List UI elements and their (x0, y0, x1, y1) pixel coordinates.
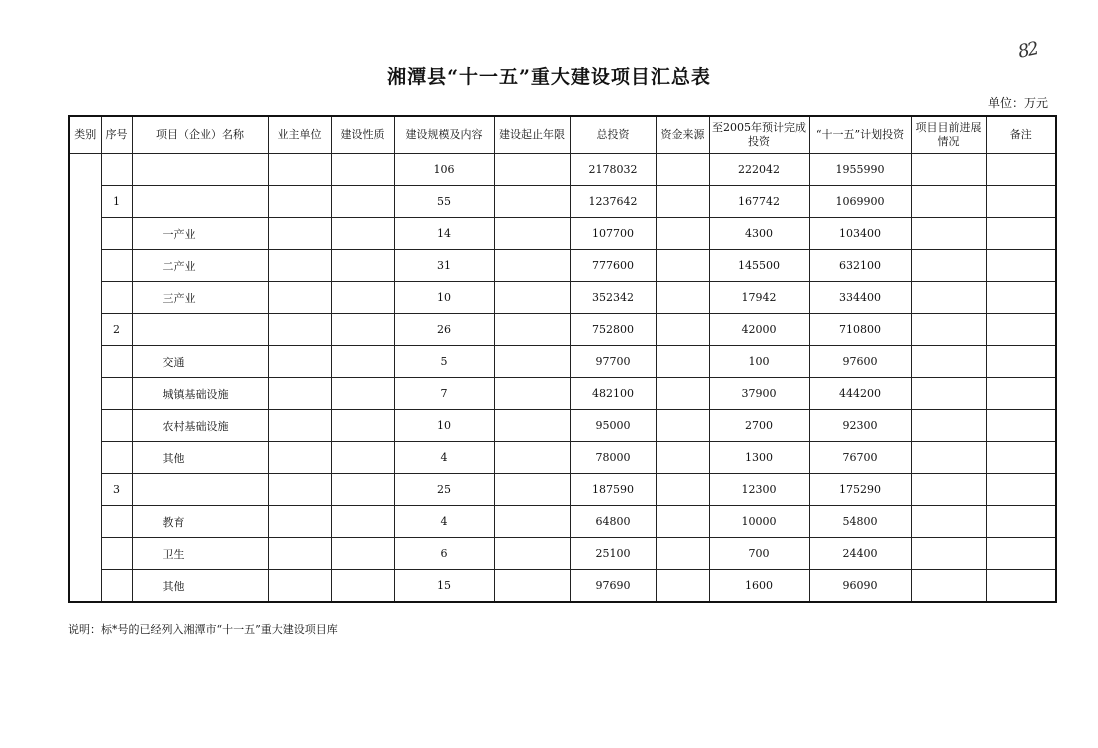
header-owner: 业主单位 (268, 116, 331, 154)
remarks-cell (986, 410, 1056, 442)
owner-cell (268, 154, 331, 186)
seq-cell (101, 506, 132, 538)
period-cell (494, 314, 570, 346)
header-planned-investment: “十一五”计划投资 (809, 116, 911, 154)
project-name-cell: 其他 (132, 570, 268, 603)
total-investment-cell: 107700 (570, 218, 656, 250)
investment-to-2005-cell: 145500 (709, 250, 809, 282)
progress-cell (911, 474, 986, 506)
fund-source-cell (656, 154, 709, 186)
scale-cell: 25 (394, 474, 494, 506)
scale-cell: 31 (394, 250, 494, 282)
seq-cell (101, 250, 132, 282)
project-name-cell: 城镇基础设施 (132, 378, 268, 410)
nature-cell (331, 346, 394, 378)
period-cell (494, 474, 570, 506)
nature-cell (331, 474, 394, 506)
fund-source-cell (656, 378, 709, 410)
fund-source-cell (656, 346, 709, 378)
planned-investment-cell: 24400 (809, 538, 911, 570)
header-fund-source: 资金来源 (656, 116, 709, 154)
nature-cell (331, 282, 394, 314)
fund-source-cell (656, 442, 709, 474)
owner-cell (268, 570, 331, 603)
table-row (69, 538, 1056, 570)
owner-cell (268, 410, 331, 442)
remarks-cell (986, 538, 1056, 570)
scale-cell: 7 (394, 378, 494, 410)
table-row (69, 506, 1056, 538)
period-cell (494, 506, 570, 538)
total-investment-cell: 25100 (570, 538, 656, 570)
investment-to-2005-cell: 37900 (709, 378, 809, 410)
seq-cell (101, 442, 132, 474)
period-cell (494, 442, 570, 474)
fund-source-cell (656, 410, 709, 442)
nature-cell (331, 442, 394, 474)
table-row (69, 282, 1056, 314)
progress-cell (911, 570, 986, 603)
nature-cell (331, 154, 394, 186)
investment-to-2005-cell: 1600 (709, 570, 809, 603)
remarks-cell (986, 378, 1056, 410)
period-cell (494, 282, 570, 314)
progress-cell (911, 218, 986, 250)
table-header-row (69, 116, 1056, 154)
total-investment-cell: 78000 (570, 442, 656, 474)
remarks-cell (986, 186, 1056, 218)
owner-cell (268, 506, 331, 538)
period-cell (494, 538, 570, 570)
total-investment-cell: 97690 (570, 570, 656, 603)
fund-source-cell (656, 506, 709, 538)
owner-cell (268, 186, 331, 218)
investment-to-2005-cell: 222042 (709, 154, 809, 186)
planned-investment-cell: 103400 (809, 218, 911, 250)
investment-to-2005-cell: 17942 (709, 282, 809, 314)
table-row (69, 250, 1056, 282)
total-investment-cell: 97700 (570, 346, 656, 378)
investment-to-2005-cell: 100 (709, 346, 809, 378)
unit-label: 单位：万元 (988, 96, 1049, 110)
seq-cell (101, 378, 132, 410)
table-row (69, 474, 1056, 506)
nature-cell (331, 506, 394, 538)
remarks-cell (986, 506, 1056, 538)
total-investment-cell: 1237642 (570, 186, 656, 218)
fund-source-cell (656, 282, 709, 314)
header-project-name: 项目（企业）名称 (132, 116, 268, 154)
seq-cell (101, 154, 132, 186)
remarks-cell (986, 218, 1056, 250)
progress-cell (911, 250, 986, 282)
scale-cell: 26 (394, 314, 494, 346)
fund-source-cell (656, 570, 709, 603)
seq-cell (101, 570, 132, 603)
project-name-cell: 一产业 (132, 218, 268, 250)
owner-cell (268, 474, 331, 506)
seq-cell: 1 (101, 186, 132, 218)
period-cell (494, 378, 570, 410)
fund-source-cell (656, 314, 709, 346)
fund-source-cell (656, 218, 709, 250)
remarks-cell (986, 154, 1056, 186)
owner-cell (268, 538, 331, 570)
progress-cell (911, 410, 986, 442)
investment-to-2005-cell: 10000 (709, 506, 809, 538)
seq-cell (101, 218, 132, 250)
progress-cell (911, 378, 986, 410)
scale-cell: 5 (394, 346, 494, 378)
seq-cell: 2 (101, 314, 132, 346)
investment-to-2005-cell: 42000 (709, 314, 809, 346)
nature-cell (331, 538, 394, 570)
seq-cell (101, 538, 132, 570)
project-name-cell: 卫生 (132, 538, 268, 570)
progress-cell (911, 506, 986, 538)
owner-cell (268, 346, 331, 378)
footnote: 说明：标*号的已经列入湘潭市“十一五”重大建设项目库 (68, 623, 338, 636)
progress-cell (911, 346, 986, 378)
planned-investment-cell: 1955990 (809, 154, 911, 186)
fund-source-cell (656, 474, 709, 506)
progress-cell (911, 442, 986, 474)
scale-cell: 14 (394, 218, 494, 250)
header-category: 类别 (69, 116, 101, 154)
scale-cell: 55 (394, 186, 494, 218)
planned-investment-cell: 96090 (809, 570, 911, 603)
owner-cell (268, 218, 331, 250)
progress-cell (911, 282, 986, 314)
planned-investment-cell: 710800 (809, 314, 911, 346)
period-cell (494, 346, 570, 378)
planned-investment-cell: 92300 (809, 410, 911, 442)
project-name-cell: 教育 (132, 506, 268, 538)
project-name-cell: 二产业 (132, 250, 268, 282)
nature-cell (331, 570, 394, 603)
progress-cell (911, 314, 986, 346)
investment-to-2005-cell: 700 (709, 538, 809, 570)
scale-cell: 10 (394, 410, 494, 442)
period-cell (494, 186, 570, 218)
investment-to-2005-cell: 167742 (709, 186, 809, 218)
scale-cell: 10 (394, 282, 494, 314)
scale-cell: 106 (394, 154, 494, 186)
header-investment-to-2005: 至2005年预计完成投资 (709, 116, 809, 154)
investment-to-2005-cell: 2700 (709, 410, 809, 442)
header-seq: 序号 (101, 116, 132, 154)
seq-cell (101, 410, 132, 442)
table-row (69, 378, 1056, 410)
planned-investment-cell: 444200 (809, 378, 911, 410)
category-cell (69, 154, 101, 603)
period-cell (494, 250, 570, 282)
progress-cell (911, 186, 986, 218)
seq-cell (101, 282, 132, 314)
project-name-cell: 交通 (132, 346, 268, 378)
progress-cell (911, 154, 986, 186)
seq-cell (101, 346, 132, 378)
total-investment-cell: 64800 (570, 506, 656, 538)
header-total-investment: 总投资 (570, 116, 656, 154)
project-name-cell (132, 474, 268, 506)
owner-cell (268, 378, 331, 410)
nature-cell (331, 314, 394, 346)
total-investment-cell: 352342 (570, 282, 656, 314)
table-row (69, 314, 1056, 346)
header-remarks: 备注 (986, 116, 1056, 154)
project-name-cell (132, 186, 268, 218)
total-investment-cell: 2178032 (570, 154, 656, 186)
scale-cell: 4 (394, 506, 494, 538)
handwritten-page-number: 82 (1016, 38, 1039, 63)
table-row (69, 218, 1056, 250)
remarks-cell (986, 250, 1056, 282)
nature-cell (331, 378, 394, 410)
table-row (69, 154, 1056, 186)
period-cell (494, 154, 570, 186)
planned-investment-cell: 54800 (809, 506, 911, 538)
owner-cell (268, 282, 331, 314)
planned-investment-cell: 76700 (809, 442, 911, 474)
total-investment-cell: 752800 (570, 314, 656, 346)
investment-to-2005-cell: 4300 (709, 218, 809, 250)
fund-source-cell (656, 250, 709, 282)
header-progress: 项目目前进展情况 (911, 116, 986, 154)
owner-cell (268, 314, 331, 346)
owner-cell (268, 442, 331, 474)
table-row (69, 570, 1056, 603)
remarks-cell (986, 474, 1056, 506)
total-investment-cell: 777600 (570, 250, 656, 282)
owner-cell (268, 250, 331, 282)
nature-cell (331, 410, 394, 442)
project-name-cell (132, 154, 268, 186)
table-row (69, 186, 1056, 218)
header-period: 建设起止年限 (494, 116, 570, 154)
scale-cell: 4 (394, 442, 494, 474)
project-name-cell (132, 314, 268, 346)
planned-investment-cell: 1069900 (809, 186, 911, 218)
planned-investment-cell: 632100 (809, 250, 911, 282)
nature-cell (331, 186, 394, 218)
project-name-cell: 农村基础设施 (132, 410, 268, 442)
table-body (69, 154, 1056, 603)
investment-to-2005-cell: 12300 (709, 474, 809, 506)
total-investment-cell: 187590 (570, 474, 656, 506)
scale-cell: 15 (394, 570, 494, 603)
fund-source-cell (656, 538, 709, 570)
total-investment-cell: 95000 (570, 410, 656, 442)
seq-cell: 3 (101, 474, 132, 506)
header-scale: 建设规模及内容 (394, 116, 494, 154)
remarks-cell (986, 442, 1056, 474)
nature-cell (331, 218, 394, 250)
total-investment-cell: 482100 (570, 378, 656, 410)
project-name-cell: 其他 (132, 442, 268, 474)
planned-investment-cell: 334400 (809, 282, 911, 314)
period-cell (494, 570, 570, 603)
table-row (69, 442, 1056, 474)
period-cell (494, 410, 570, 442)
project-name-cell: 三产业 (132, 282, 268, 314)
table-row (69, 346, 1056, 378)
fund-source-cell (656, 186, 709, 218)
remarks-cell (986, 570, 1056, 603)
nature-cell (331, 250, 394, 282)
remarks-cell (986, 346, 1056, 378)
investment-to-2005-cell: 1300 (709, 442, 809, 474)
remarks-cell (986, 314, 1056, 346)
scale-cell: 6 (394, 538, 494, 570)
planned-investment-cell: 175290 (809, 474, 911, 506)
remarks-cell (986, 282, 1056, 314)
period-cell (494, 218, 570, 250)
planned-investment-cell: 97600 (809, 346, 911, 378)
page-title: 湘潭县“十一五”重大建设项目汇总表 (387, 66, 711, 88)
summary-table (68, 115, 1057, 603)
progress-cell (911, 538, 986, 570)
table-row (69, 410, 1056, 442)
header-nature: 建设性质 (331, 116, 394, 154)
